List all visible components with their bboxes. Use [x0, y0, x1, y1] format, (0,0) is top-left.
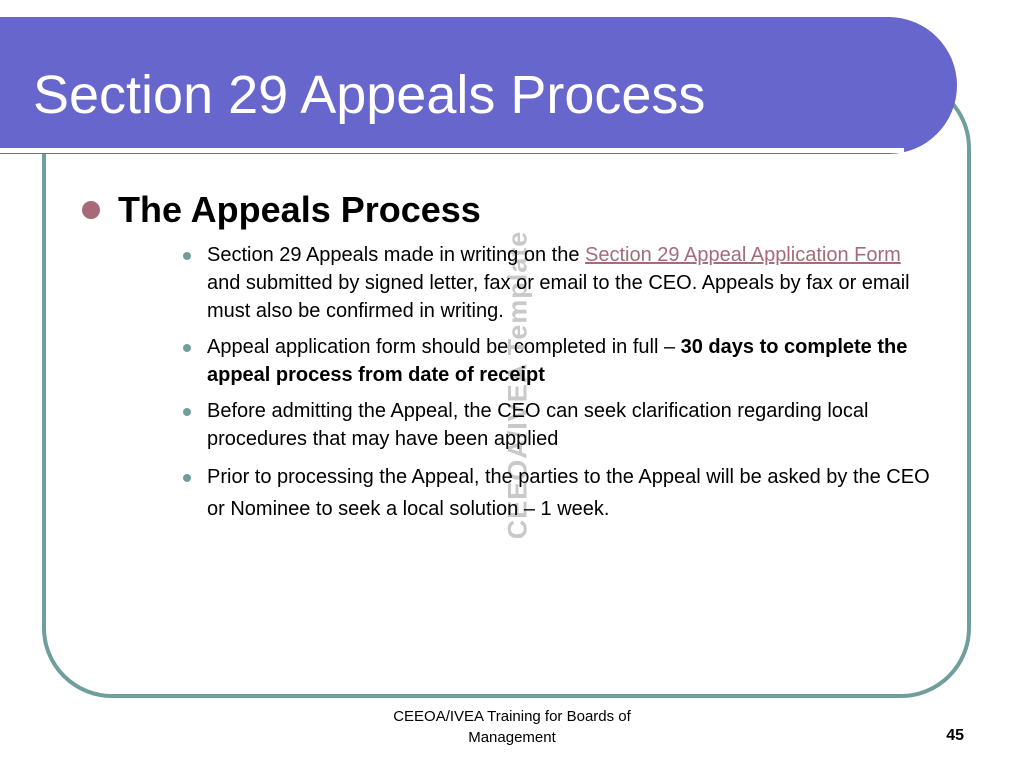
list-item: [183, 333, 933, 389]
application-form-link[interactable]: Section 29 Appeal Application Form: [585, 244, 901, 266]
bullet-bold-text: 30 days to complete the appeal process from date of receipt: [207, 336, 908, 386]
sub-bullet-list: [183, 241, 933, 533]
section-heading: The Appeals Process: [118, 189, 481, 230]
page-number: 45: [946, 727, 964, 744]
footer-line: CEEOA/IVEA Training for Boards of: [393, 708, 631, 725]
watermark: CEEOA/IVEA Template: [502, 230, 533, 540]
bullet-dot-icon: [183, 344, 191, 352]
bullet-text: Prior to processing the Appeal, the parties to the Appeal will be asked by the CEO or Nominee to seek a local solution – 1 week.: [207, 466, 930, 520]
title-underline: [0, 148, 904, 153]
bullet-dot-icon: [183, 474, 191, 482]
list-item: [183, 241, 933, 325]
title-bar: [0, 17, 957, 154]
bullet-dot-icon: [183, 408, 191, 416]
bullet-heading: [81, 188, 481, 232]
footer-line: Management: [468, 729, 556, 746]
slide-title: Section 29 Appeals Process: [33, 65, 706, 125]
bullet-dot-icon: [183, 252, 191, 260]
list-item: [183, 461, 933, 525]
bullet-dot-icon: [82, 201, 100, 219]
bullet-text: and submitted by signed letter, fax or email to the CEO. Appeals by fax or email must also be confirmed in writing.: [207, 272, 910, 322]
footer-text: [352, 706, 672, 748]
bullet-text: Appeal application form should be completed in full –: [207, 336, 681, 358]
list-item: [183, 397, 933, 453]
bullet-text: Section 29 Appeals made in writing on the: [207, 244, 586, 266]
bullet-text: Before admitting the Appeal, the CEO can seek clarification regarding local procedures that may have been applied: [207, 400, 869, 450]
